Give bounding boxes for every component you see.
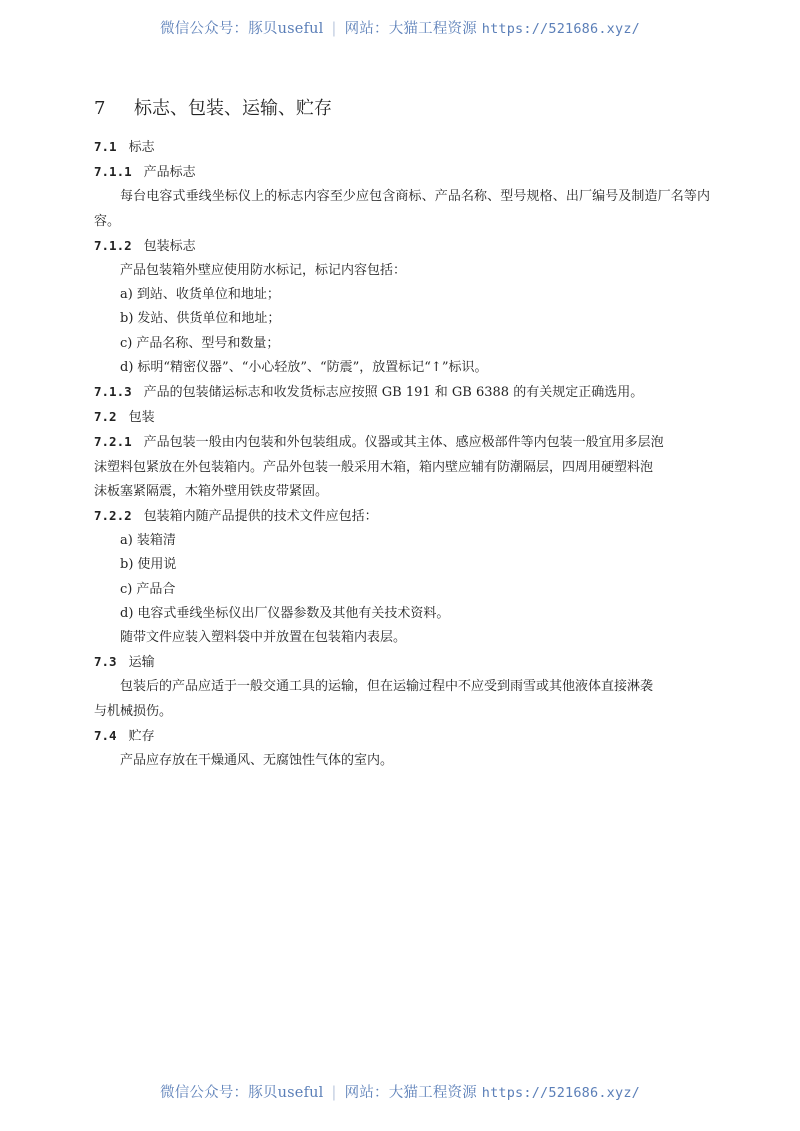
list-item-label: d) [120, 605, 134, 621]
section-number: 7.1.1 [94, 164, 132, 180]
list-item-text: 标明“精密仪器”、“小心轻放”、“防震”，放置标记“↑”标识。 [137, 359, 488, 375]
section-text: 产品的包装储运标志和收发货标志应按照 GB 191 和 GB 6388 的有关规定正确选用。 [143, 385, 644, 401]
section-7-1-2-heading [94, 234, 710, 259]
watermark-header [0, 17, 800, 38]
list-item-text: 产品合 [136, 581, 176, 597]
watermark-separator: | [331, 21, 337, 37]
section-7-4-heading [94, 724, 710, 749]
watermark-wechat: 微信公众号：豚贝useful [160, 21, 324, 37]
watermark-url[interactable]: https://521686.xyz/ [481, 21, 640, 37]
section-number: 7.3 [94, 654, 117, 670]
chapter-number: 7 [94, 98, 106, 119]
list-item [94, 307, 710, 331]
list-item-text: 产品名称、型号和数量； [136, 335, 280, 351]
list-item-text: 发站、供货单位和地址； [137, 311, 281, 327]
chapter-heading [94, 95, 710, 123]
section-title: 包装 [128, 410, 155, 426]
list-item-text: 装箱清 [136, 533, 176, 549]
section-title: 包装标志 [143, 238, 196, 254]
section-7-2-2-note: 随带文件应装入塑料袋中并放置在包装箱内表层。 [120, 630, 407, 646]
watermark-website: 网站：大猫工程资源 [344, 21, 477, 37]
section-number: 7.1.2 [94, 237, 132, 253]
list-item [94, 553, 710, 577]
list-item-label: d) [120, 359, 134, 375]
list-item [94, 356, 710, 380]
list-item-label: b) [120, 557, 134, 573]
section-7-1-1-heading [94, 160, 710, 185]
section-7-1-3 [94, 380, 710, 405]
list-item [94, 578, 710, 602]
section-title: 标志 [128, 140, 155, 155]
list-item-text: 到站、收货单位和地址； [136, 287, 280, 303]
section-7-3-line2: 与机械损伤。 [94, 703, 173, 719]
list-item [94, 332, 710, 356]
section-number: 7.1.3 [94, 384, 132, 400]
list-item [94, 283, 710, 307]
section-text: 产品包装一般由内包装和外包装组成。仪器或其主体、感应极部件等内包装一般宜用多层泡 [143, 435, 664, 451]
section-7-2-1-line1 [94, 430, 710, 455]
watermark-website: 网站：大猫工程资源 [344, 1085, 477, 1101]
watermark-wechat: 微信公众号：豚贝useful [160, 1085, 324, 1101]
section-7-2-1-line3: 沫板塞紧隔震，木箱外壁用铁皮带紧固。 [94, 483, 329, 499]
section-7-3-heading [94, 650, 710, 675]
section-number: 7.2 [94, 409, 117, 425]
section-7-2-heading [94, 405, 710, 430]
list-item-text: 使用说 [137, 557, 177, 573]
watermark-footer [0, 1081, 800, 1102]
section-number: 7.2.1 [94, 434, 132, 450]
section-7-1-2-intro: 产品包装箱外壁应使用防水标记，标记内容包括： [120, 263, 407, 279]
section-7-2-1-line2: 沫塑料包紧放在外包装箱内。产品外包装一般采用木箱，箱内壁应辅有防潮隔层，四周用硬塑料泡 [94, 459, 654, 475]
section-7-4-body: 产品应存放在干燥通风、无腐蚀性气体的室内。 [120, 753, 394, 769]
section-title: 产品标志 [143, 165, 196, 181]
section-7-1-1-body: 每台电容式垂线坐标仪上的标志内容至少应包含商标、产品名称、型号规格、出厂编号及制造厂名等内容。 [94, 189, 710, 229]
list-item-label: c) [120, 581, 133, 597]
watermark-separator: | [331, 1085, 337, 1101]
list-item-label: b) [120, 311, 134, 327]
chapter-title: 标志、包装、运输、贮存 [134, 98, 332, 119]
list-item-label: a) [120, 533, 133, 549]
section-title: 贮存 [128, 728, 155, 744]
section-number: 7.2.2 [94, 508, 132, 524]
section-7-1-heading [94, 135, 710, 160]
list-item-label: c) [120, 335, 133, 351]
list-item-label: a) [120, 287, 133, 303]
section-title: 运输 [128, 655, 155, 671]
list-item-text: 电容式垂线坐标仪出厂仪器参数及其他有关技术资料。 [137, 605, 450, 621]
section-7-3-line1: 包装后的产品应适于一般交通工具的运输，但在运输过程中不应受到雨雪或其他液体直接淋袭 [120, 679, 654, 695]
list-item [94, 602, 710, 626]
list-item [94, 529, 710, 553]
watermark-url[interactable]: https://521686.xyz/ [481, 1085, 640, 1101]
section-text: 包装箱内随产品提供的技术文件应包括： [143, 509, 378, 525]
document-body [94, 95, 710, 773]
section-number: 7.4 [94, 727, 117, 743]
section-number: 7.1 [94, 139, 117, 154]
section-7-2-2-heading [94, 504, 710, 529]
